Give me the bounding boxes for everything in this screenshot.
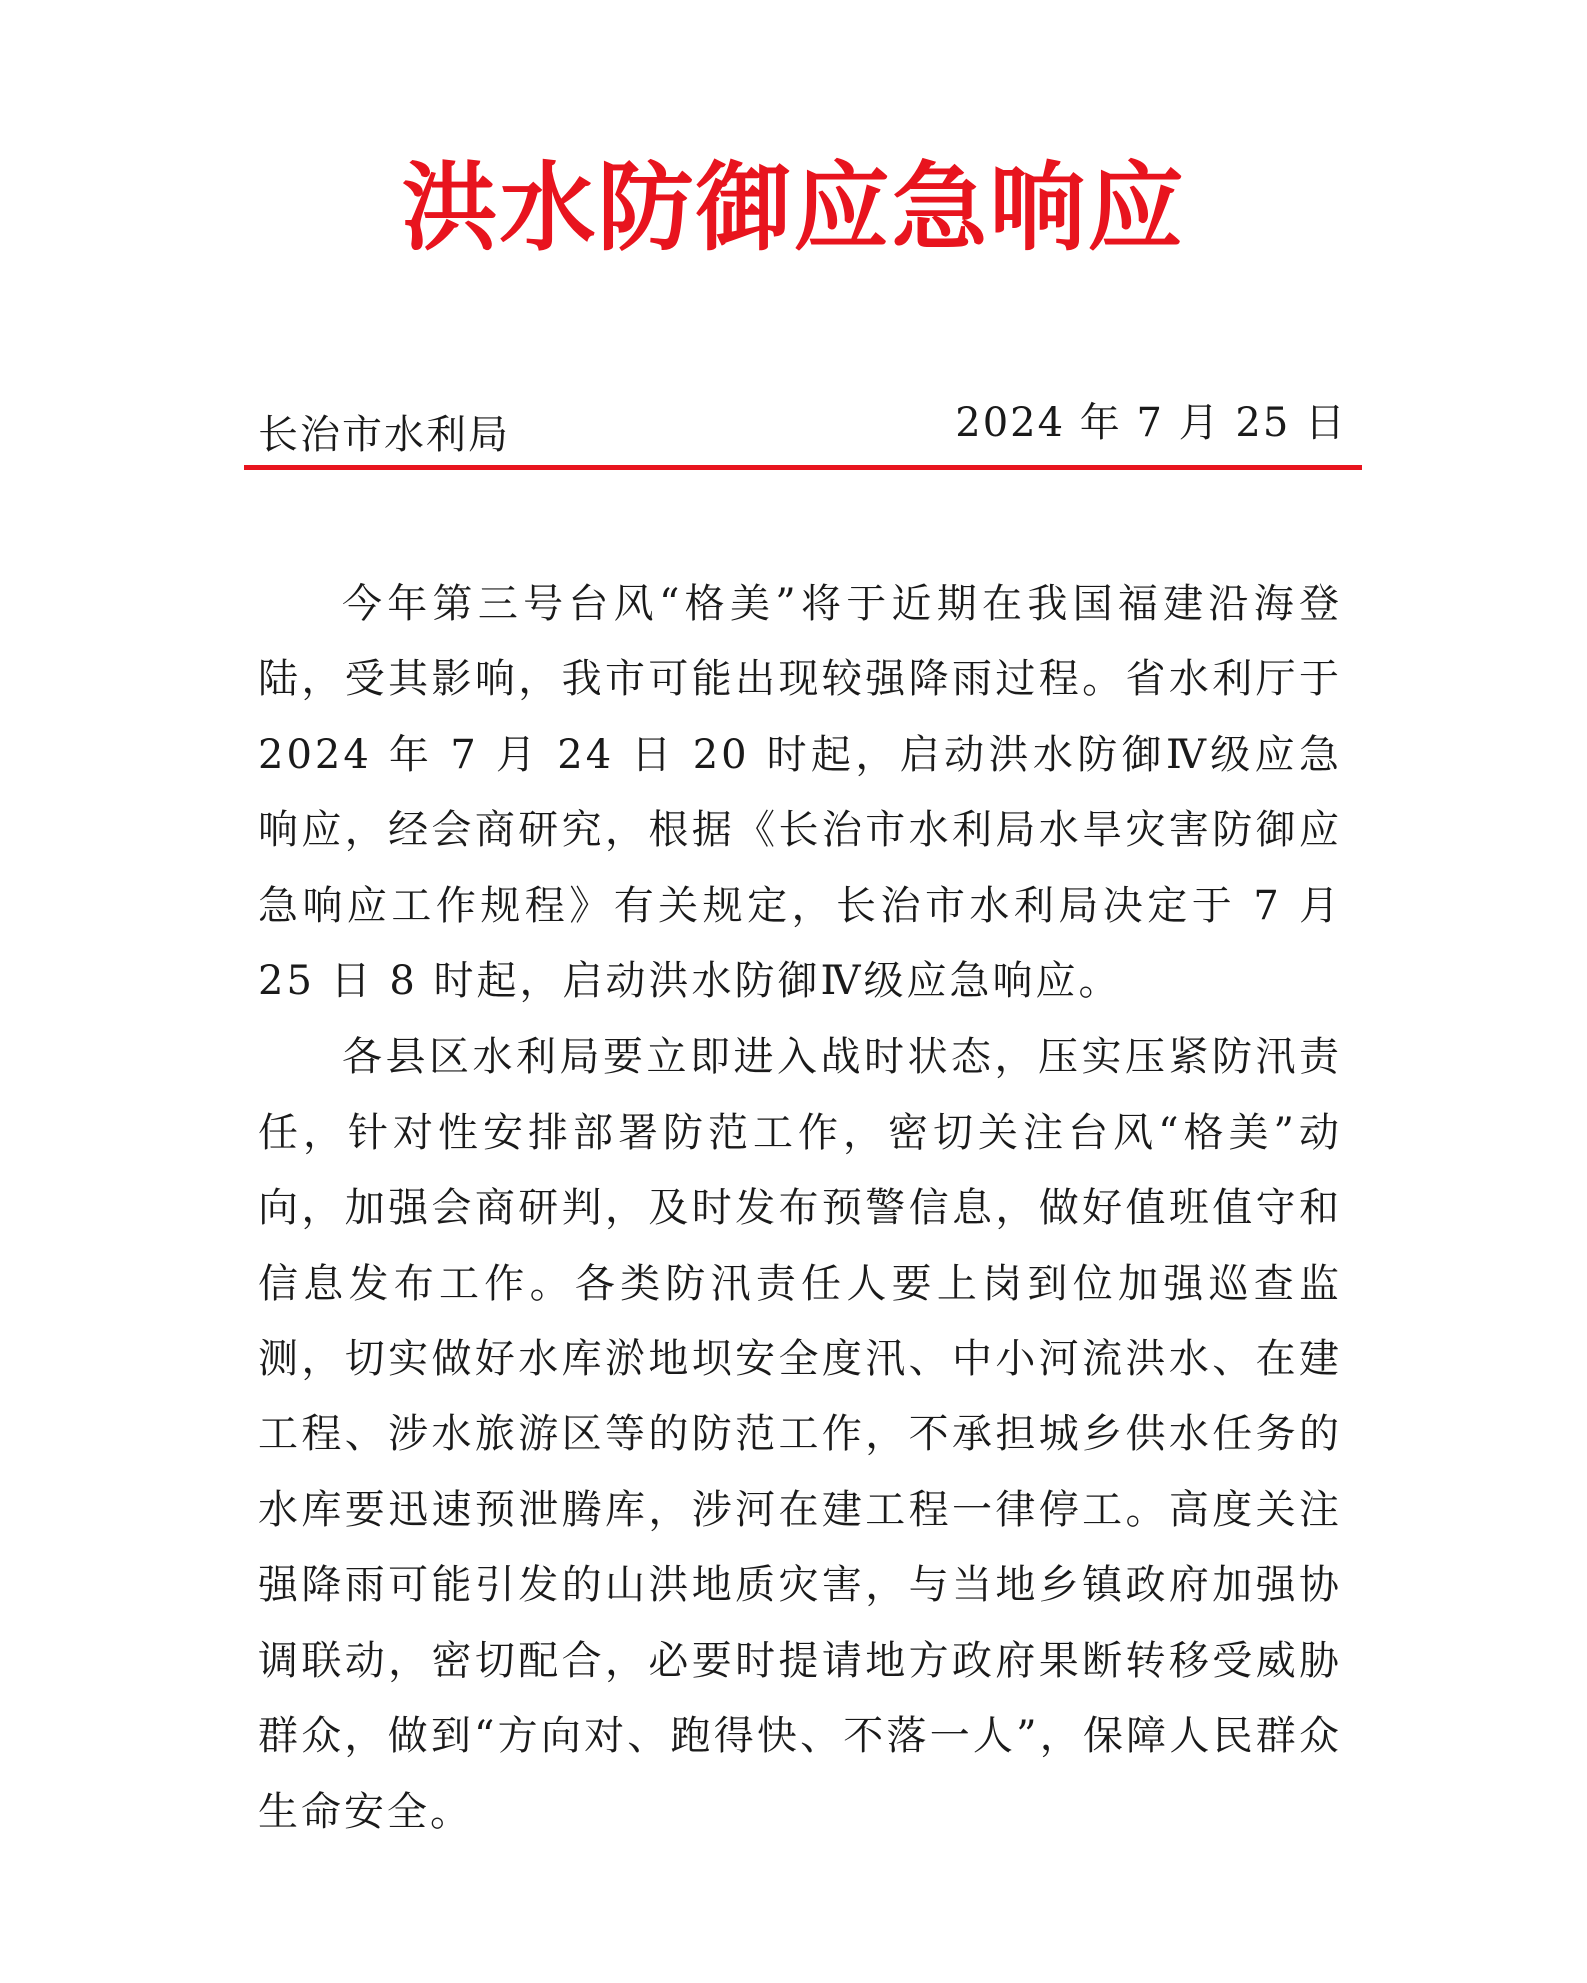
issuing-authority: 长治市水利局 xyxy=(258,412,510,458)
document-title: 洪水防御应急响应 xyxy=(401,151,1186,264)
issue-date: 2024 年 7 月 25 日 xyxy=(955,400,1347,446)
body-paragraph: 各县区水利局要立即进入战时状态，压实压紧防汛责任，针对性安排部署防范工作，密切关注台风“格美”动向，加强会商研判，及时发布预警信息，做好值班值守和信息发布工作。各类防汛责任人要上岗到位加强巡查监测，切实做好水库淤地坝安全度汛、中小河流洪水、在建工程、涉水旅游区等的防范工作，不承担城乡供水任务的水库要迅速预泄腾库，涉河在建工程一律停工。高度关注强降雨可能引发的山洪地质灾害，与当地乡镇政府加强协调联动，密切配合，必要时提请地方政府果断转移受威胁群众，做到“方向对、跑得快、不落一人”，保障人民群众生命安全。 xyxy=(258,1034,1342,1835)
red-header-rule xyxy=(244,465,1362,470)
document-body xyxy=(258,567,1342,1851)
body-paragraph: 今年第三号台风“格美”将于近期在我国福建沿海登陆，受其影响，我市可能出现较强降雨过程。省水利厅于 2024 年 7 月 24 日 20 时起，启动洪水防御Ⅳ级应急响应，经会商研究，根据《长治市水利局水旱灾害防御应急响应工作规程》有关规定，长治市水利局决定于 7 月 25 日 8 时起，启动洪水防御Ⅳ级应急响应。 xyxy=(258,581,1342,1005)
